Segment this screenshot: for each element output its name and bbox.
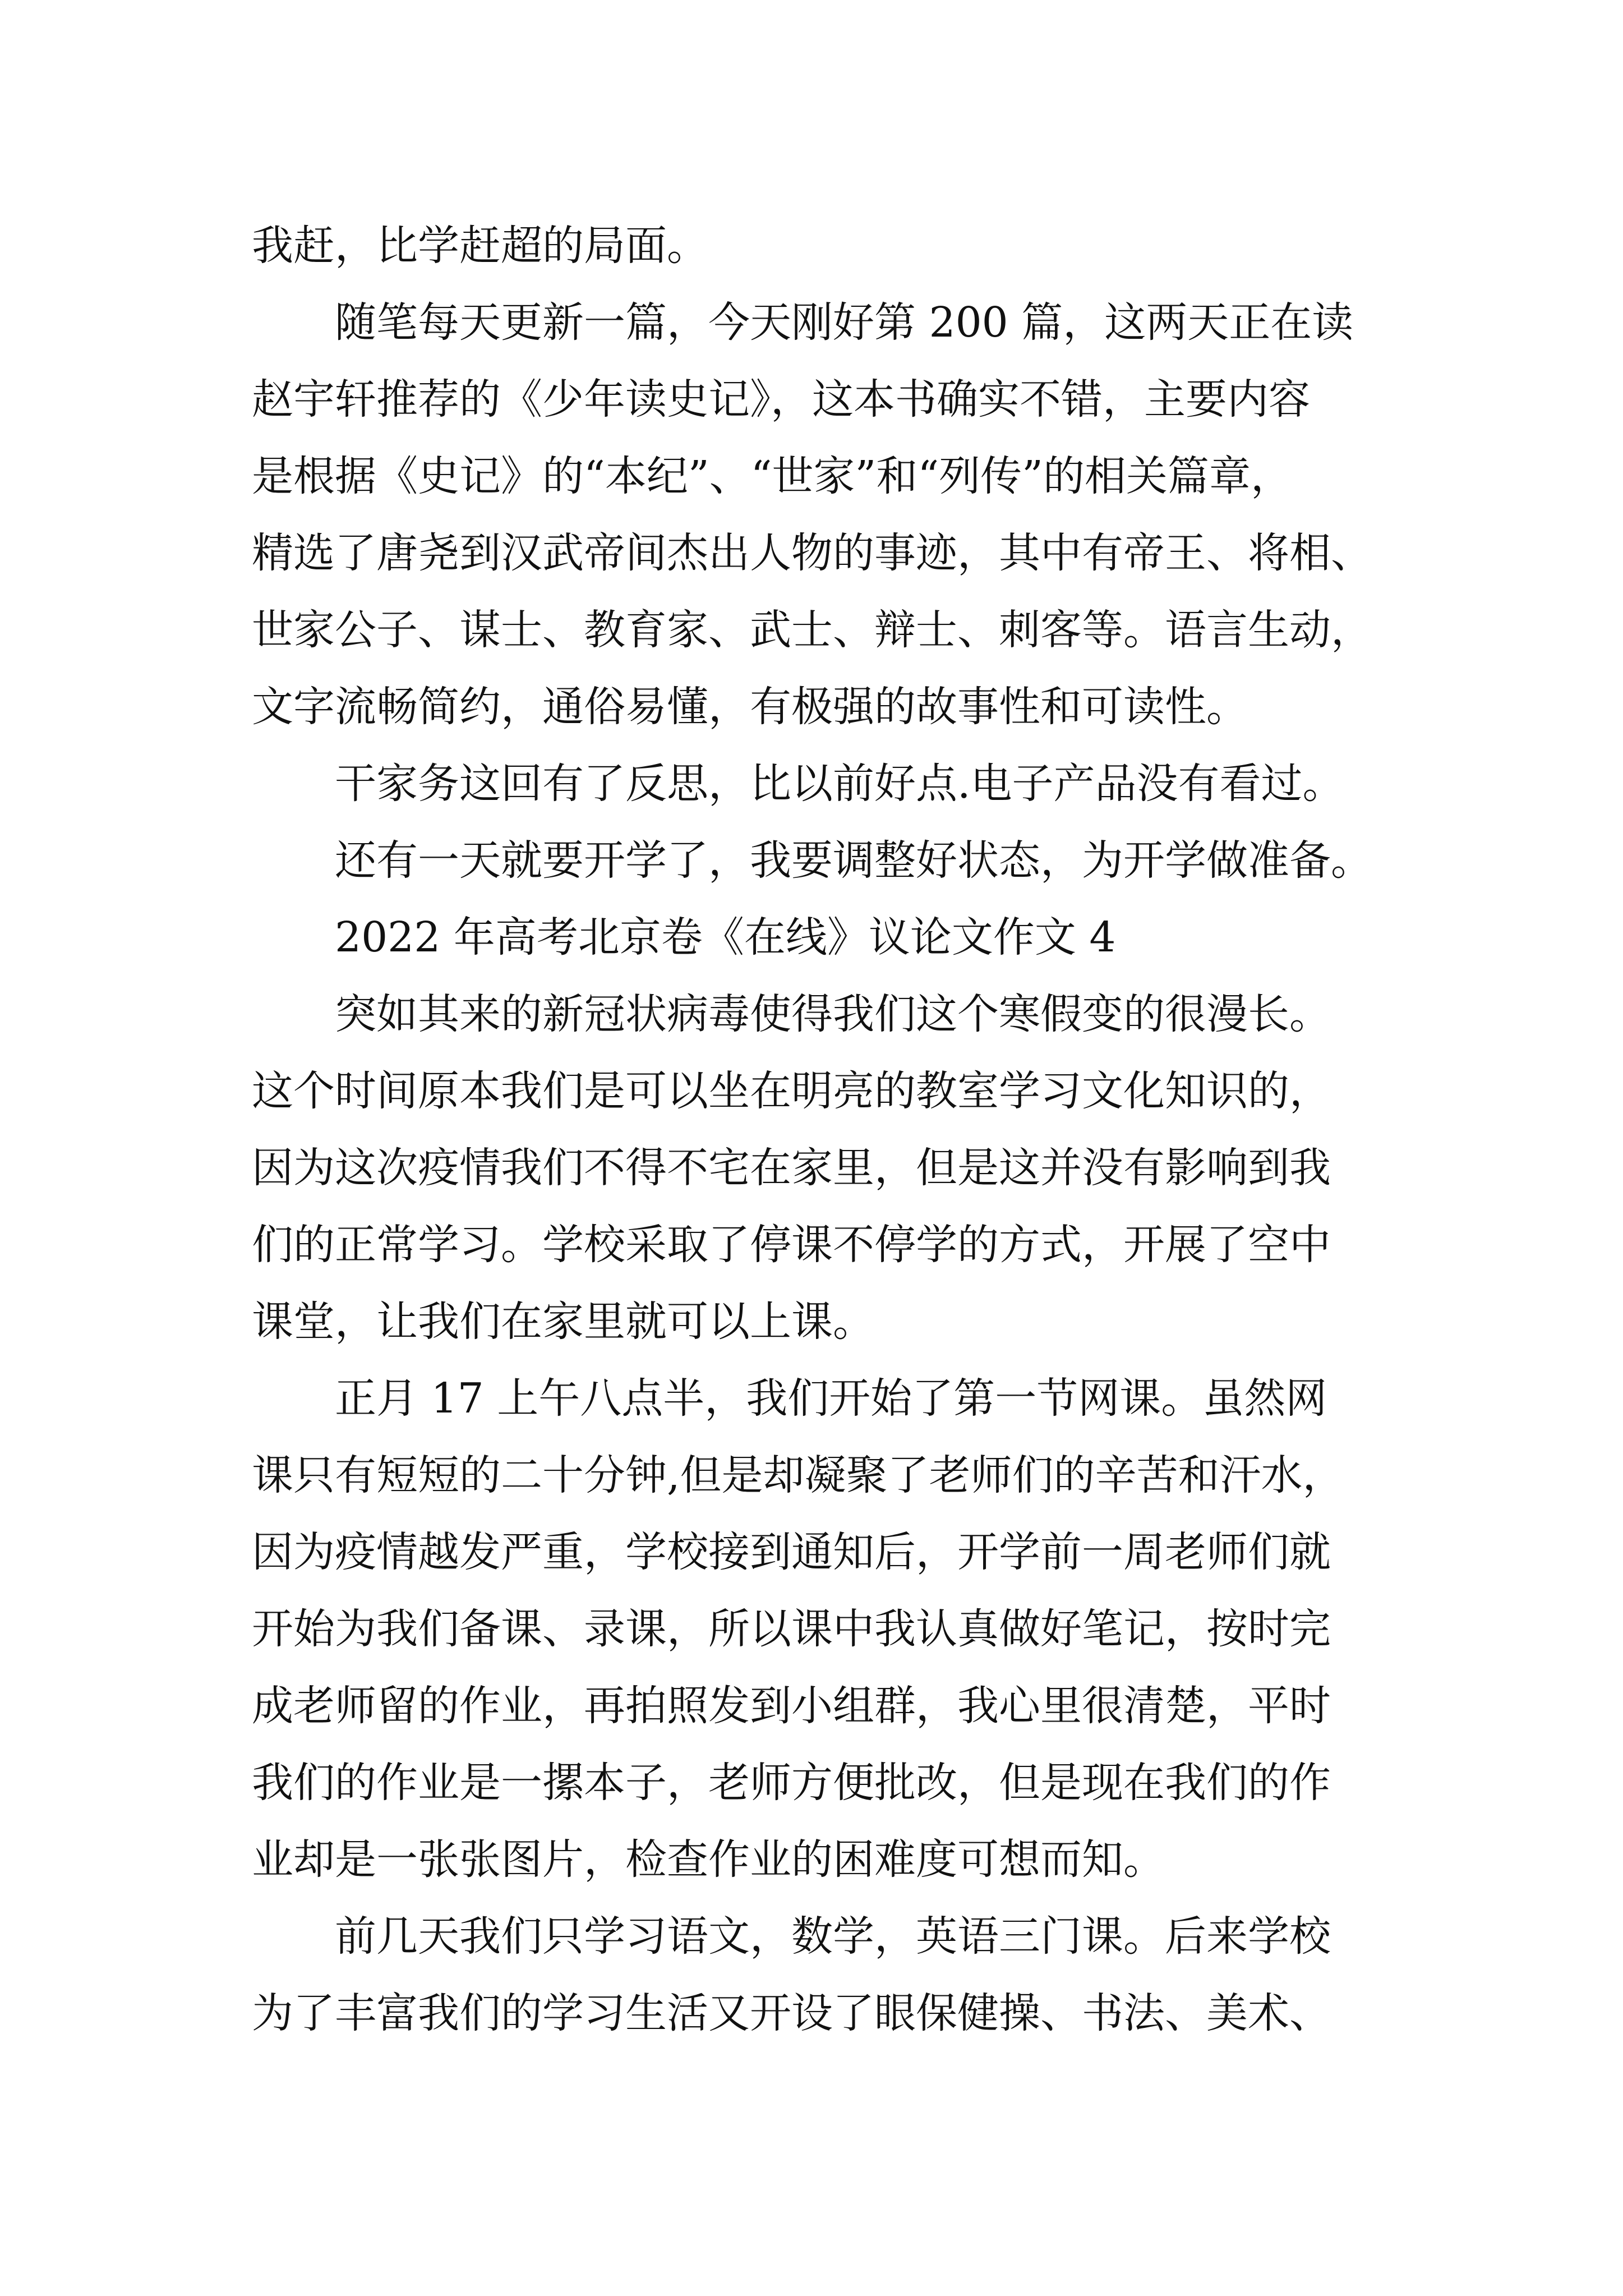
text-line: 赵宇轩推荐的《少年读史记》，这本书确实不错，主要内容 — [252, 375, 1310, 424]
section-heading: 2022 年高考北京卷《在线》议论文作文 4 — [335, 913, 1116, 961]
text-line: 课只有短短的二十分钟,但是却凝聚了老师们的辛苦和汗水， — [252, 1451, 1344, 1499]
text-line: 精选了唐尧到汉武帝间杰出人物的事迹，其中有帝王、将相、 — [252, 529, 1372, 577]
text-line: 世家公子、谋士、教育家、武士、辩士、刺客等。语言生动， — [252, 606, 1372, 654]
text-line: 开始为我们备课、录课，所以课中我认真做好笔记，按时完 — [252, 1605, 1331, 1653]
text-line: 业却是一张张图片，检查作业的困难度可想而知。 — [252, 1835, 1165, 1884]
text-line: 成老师留的作业，再拍照发到小组群，我心里很清楚，平时 — [252, 1682, 1331, 1730]
text-line: 是根据《史记》的“本纪”、“世家”和“列传”的相关篇章， — [252, 452, 1292, 500]
text-line: 为了丰富我们的学习生活又开设了眼保健操、书法、美术、 — [252, 1989, 1331, 2037]
text-line: 这个时间原本我们是可以坐在明亮的教室学习文化知识的， — [252, 1067, 1331, 1115]
text-line: 课堂，让我们在家里就可以上课。 — [252, 1297, 874, 1346]
text-line: 因为疫情越发严重，学校接到通知后，开学前一周老师们就 — [252, 1528, 1331, 1576]
text-line: 我赶，比学赶超的局面。 — [252, 222, 708, 270]
text-line: 我们的作业是一摞本子，老师方便批改，但是现在我们的作 — [252, 1759, 1331, 1807]
document-body — [252, 208, 1407, 2052]
text-line: 们的正常学习。学校采取了停课不停学的方式，开展了空中 — [252, 1221, 1331, 1269]
text-line: 干家务这回有了反思，比以前好点.电子产品没有看过。 — [335, 760, 1344, 808]
text-line: 因为这次疫情我们不得不宅在家里，但是这并没有影响到我 — [252, 1144, 1331, 1192]
text-line: 突如其来的新冠状病毒使得我们这个寒假变的很漫长。 — [335, 990, 1331, 1038]
text-line: 正月 17 上午八点半，我们开始了第一节网课。虽然网 — [335, 1374, 1327, 1423]
text-line: 前几天我们只学习语文，数学，英语三门课。后来学校 — [335, 1912, 1331, 1961]
text-line: 文字流畅简约，通俗易懂，有极强的故事性和可读性。 — [252, 683, 1248, 731]
text-line: 随笔每天更新一篇，今天刚好第 200 篇，这两天正在读 — [335, 298, 1354, 347]
text-line: 还有一天就要开学了，我要调整好状态，为开学做准备。 — [335, 836, 1372, 885]
